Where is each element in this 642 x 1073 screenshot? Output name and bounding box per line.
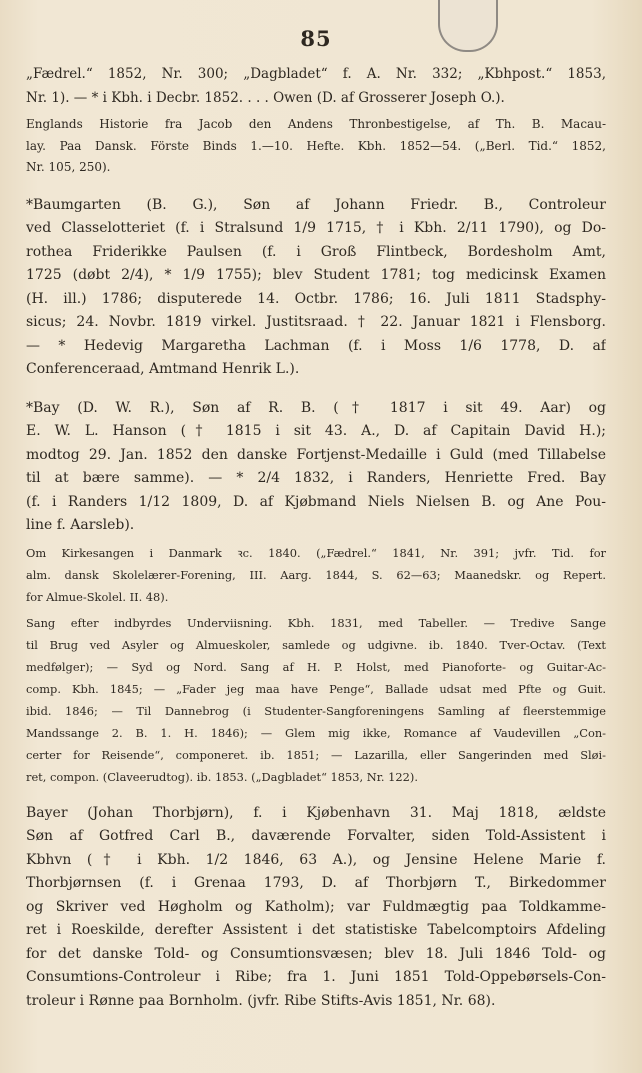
text-line: ibid. 1846; — Til Dannebrog (i Studenter-Sangforeningens Samling af fleerstemmige xyxy=(26,703,606,718)
entry-block xyxy=(26,612,606,788)
text-line: lay. Paa Dansk. Förste Binds 1.—10. Hefte. Kbh. 1852—54. („Berl. Tid.“ 1852, xyxy=(26,138,606,153)
text-line: (H. ill.) 1786; disputerede 14. Octbr. 1786; 16. Juli 1811 Stadsphy- xyxy=(26,290,606,307)
text-line: 1725 (døbt 2/4), * 1/9 1755); blev Student 1781; tog medicinsk Examen xyxy=(26,267,606,283)
text-line: certer for Reisende“, componeret. ib. 1851; — Lazarilla, eller Sangerinden med Sløi- xyxy=(26,747,606,762)
text-line: modtog 29. Jan. 1852 den danske Fortjenst-Medaille i Guld (med Tillabelse xyxy=(26,446,606,463)
entry-block xyxy=(26,194,606,382)
text-line: rothea Friderikke Paulsen (f. i Groß Flintbeck, Bordesholm Amt, xyxy=(26,243,606,260)
text-line: Englands Historie fra Jacob den Andens Thronbestigelse, af Th. B. Macau- xyxy=(26,117,606,131)
text-line: Conferenceraad, Amtmand Henrik L.). xyxy=(26,361,300,377)
page-corner-tab xyxy=(438,0,498,52)
text-line: E. W. L. Hanson († 1815 i sit 43. A., D. af Capitain David H.); xyxy=(26,423,606,439)
text-line: Sang efter indbyrdes Underviisning. Kbh. 1831, med Tabeller. — Tredive Sange xyxy=(26,615,606,630)
text-line: — * Hedevig Margaretha Lachman (f. i Moss 1/6 1778, D. af xyxy=(26,337,606,354)
text-line: Mandssange 2. B. 1. H. 1846); — Glem mig ikke, Romance af Vaudevillen „Con- xyxy=(26,725,606,740)
text-line: Kbhvn († i Kbh. 1/2 1846, 63 A.), og Jensine Helene Marie f. xyxy=(26,851,606,868)
text-line: for Almue-Skolel. II. 48). xyxy=(26,589,169,604)
text-line: ret, compon. (Claveerudtog). ib. 1853. („Dagbladet“ 1853, Nr. 122). xyxy=(26,769,418,784)
page-number: 85 xyxy=(300,26,332,51)
entry-block xyxy=(26,63,606,110)
text-line: *Bay (D. W. R.), Søn af R. B. († 1817 i sit 49. Aar) og xyxy=(26,399,606,416)
text-line: for det danske Told- og Consumtionsvæsen; blev 18. Juli 1846 Told- og xyxy=(26,945,606,962)
entry-block xyxy=(26,542,606,608)
text-line: comp. Kbh. 1845; — „Fader jeg maa have Penge“, Ballade udsat med Pfte og Guit. xyxy=(26,681,606,696)
text-line: Nr. 105, 250). xyxy=(26,160,111,174)
text-line: ved Classelotteriet (f. i Stralsund 1/9 1715, † i Kbh. 2/11 1790), og Do- xyxy=(26,220,606,236)
text-line: Consumtions-Controleur i Ribe; fra 1. Juni 1851 Told-Oppebørsels-Con- xyxy=(26,969,606,985)
text-line: Bayer (Johan Thorbjørn), f. i Kjøbenhavn 31. Maj 1818, ældste xyxy=(26,804,606,821)
text-line: ret i Roeskilde, derefter Assistent i det statistiske Tabelcomptoirs Afdeling xyxy=(26,922,606,938)
text-line: *Baumgarten (B. G.), Søn af Johann Friedr. B., Controleur xyxy=(26,196,606,213)
text-line: alm. dansk Skolelærer-Forening, III. Aarg. 1844, S. 62—63; Maanedskr. og Repert. xyxy=(26,567,606,582)
text-line: Søn af Gotfred Carl B., daværende Forvalter, siden Told-Assistent i xyxy=(26,828,606,844)
text-line: line f. Aarsleb). xyxy=(26,517,135,533)
text-line: Om Kirkesangen i Danmark ꝛc. 1840. („Fædrel.“ 1841, Nr. 391; jvfr. Tid. for xyxy=(26,545,606,560)
text-line: Nr. 1). — * i Kbh. i Decbr. 1852. . . . Owen (D. af Grosserer Joseph O.). xyxy=(26,89,505,106)
text-line: „Fædrel.“ 1852, Nr. 300; „Dagbladet“ f. A. Nr. 332; „Kbhpost.“ 1853, xyxy=(26,66,606,82)
entry-block xyxy=(26,397,606,538)
text-line: til at bære samme). — * 2/4 1832, i Randers, Henriette Fred. Bay xyxy=(26,470,606,486)
text-line: Thorbjørnsen (f. i Grenaa 1793, D. af Thorbjørn T., Birkedommer xyxy=(26,875,606,891)
text-line: medfølger); — Syd og Nord. Sang af H. P. Holst, med Pianoforte- og Guitar-Ac- xyxy=(26,659,606,674)
entry-block xyxy=(26,114,606,179)
text-line: troleur i Rønne paa Bornholm. (jvfr. Ribe Stifts-Avis 1851, Nr. 68). xyxy=(26,992,496,1009)
text-line: og Skriver ved Høgholm og Katholm); var Fuldmægtig paa Toldkamme- xyxy=(26,898,606,915)
entry-block xyxy=(26,802,606,1014)
text-line: til Brug ved Asyler og Almueskoler, samlede og udgivne. ib. 1840. Tver-Octav. (Text xyxy=(26,637,606,652)
text-line: sicus; 24. Novbr. 1819 virkel. Justitsraad. † 22. Januar 1821 i Flensborg. xyxy=(26,314,606,330)
text-line: (f. i Randers 1/12 1809, D. af Kjøbmand Niels Nielsen B. og Ane Pou- xyxy=(26,493,606,510)
page-body xyxy=(26,63,606,1013)
